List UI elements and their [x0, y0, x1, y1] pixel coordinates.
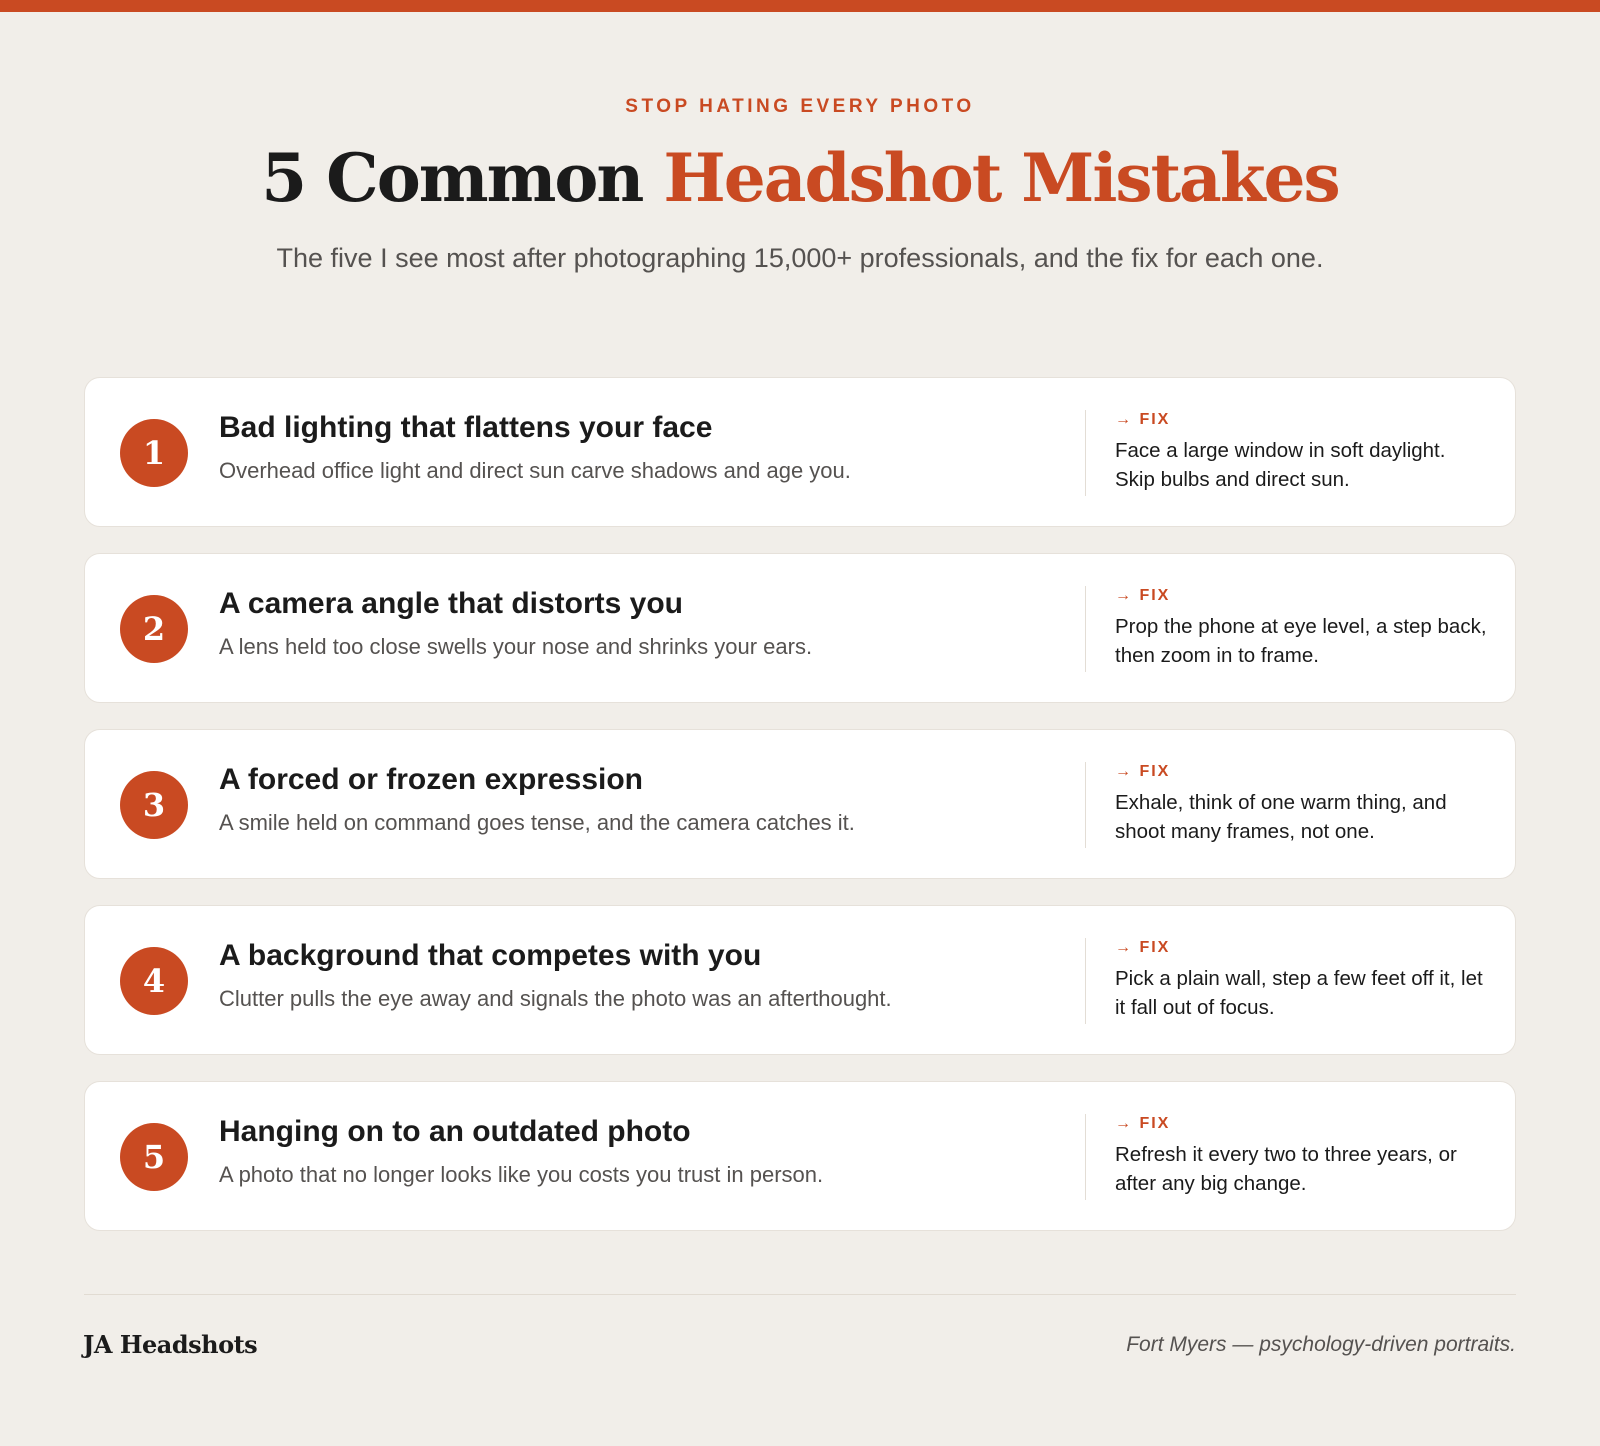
- fix-text: Pick a plain wall, step a few feet off it, let it fall out of focus.: [1115, 967, 1483, 1019]
- number-badge: 4: [120, 947, 188, 1015]
- mistake-card: [84, 1081, 1516, 1231]
- mistake-title: Hanging on to an outdated photo: [219, 1115, 691, 1148]
- brand-name: JA Headshots: [83, 1330, 258, 1359]
- title-part-2: Headshot Mistakes: [663, 139, 1339, 217]
- mistake-description: Clutter pulls the eye away and signals the photo was an afterthought.: [219, 986, 892, 1011]
- card-divider: [1085, 762, 1086, 848]
- page-subtitle: The five I see most after photographing 15,000+ professionals, and the fix for each one.: [276, 243, 1324, 273]
- fix-label: → FIX: [1115, 939, 1171, 956]
- card-divider: [1085, 586, 1086, 672]
- top-accent-bar: [0, 0, 1600, 12]
- fix-label: → FIX: [1115, 1115, 1171, 1132]
- fix-text: Prop the phone at eye level, a step back, then zoom in to frame.: [1115, 615, 1487, 667]
- brand-tagline: Fort Myers — psychology-driven portraits.: [1126, 1333, 1516, 1356]
- mistake-title: Bad lighting that flattens your face: [219, 411, 713, 444]
- card-divider: [1085, 1114, 1086, 1200]
- number-badge: 5: [120, 1123, 188, 1191]
- mistake-card: [84, 905, 1516, 1055]
- fix-text: Refresh it every two to three years, or after any big change.: [1115, 1143, 1457, 1195]
- mistake-title: A background that competes with you: [219, 939, 762, 972]
- mistake-title: A forced or frozen expression: [219, 763, 643, 796]
- page-title: [0, 138, 1600, 218]
- mistake-description: A lens held too close swells your nose and shrinks your ears.: [219, 634, 813, 659]
- fix-label: → FIX: [1115, 587, 1171, 604]
- mistakes-list: [84, 377, 1516, 1257]
- mistake-card: [84, 377, 1516, 527]
- number-badge: 1: [120, 419, 188, 487]
- mistake-card: [84, 729, 1516, 879]
- title-part-1: 5 Common: [261, 139, 664, 217]
- card-divider: [1085, 410, 1086, 496]
- number-badge: 3: [120, 771, 188, 839]
- fix-text: Exhale, think of one warm thing, and shoot many frames, not one.: [1115, 791, 1447, 843]
- card-divider: [1085, 938, 1086, 1024]
- mistake-card: [84, 553, 1516, 703]
- eyebrow: STOP HATING EVERY PHOTO: [625, 96, 975, 117]
- mistake-description: A smile held on command goes tense, and the camera catches it.: [219, 810, 855, 835]
- fix-text: Face a large window in soft daylight. Skip bulbs and direct sun.: [1115, 439, 1446, 491]
- footer-divider: [84, 1294, 1516, 1295]
- fix-label: → FIX: [1115, 763, 1171, 780]
- mistake-description: A photo that no longer looks like you costs you trust in person.: [219, 1162, 824, 1187]
- mistake-title: A camera angle that distorts you: [219, 587, 684, 620]
- fix-label: → FIX: [1115, 411, 1171, 428]
- mistake-description: Overhead office light and direct sun carve shadows and age you.: [219, 458, 851, 483]
- number-badge: 2: [120, 595, 188, 663]
